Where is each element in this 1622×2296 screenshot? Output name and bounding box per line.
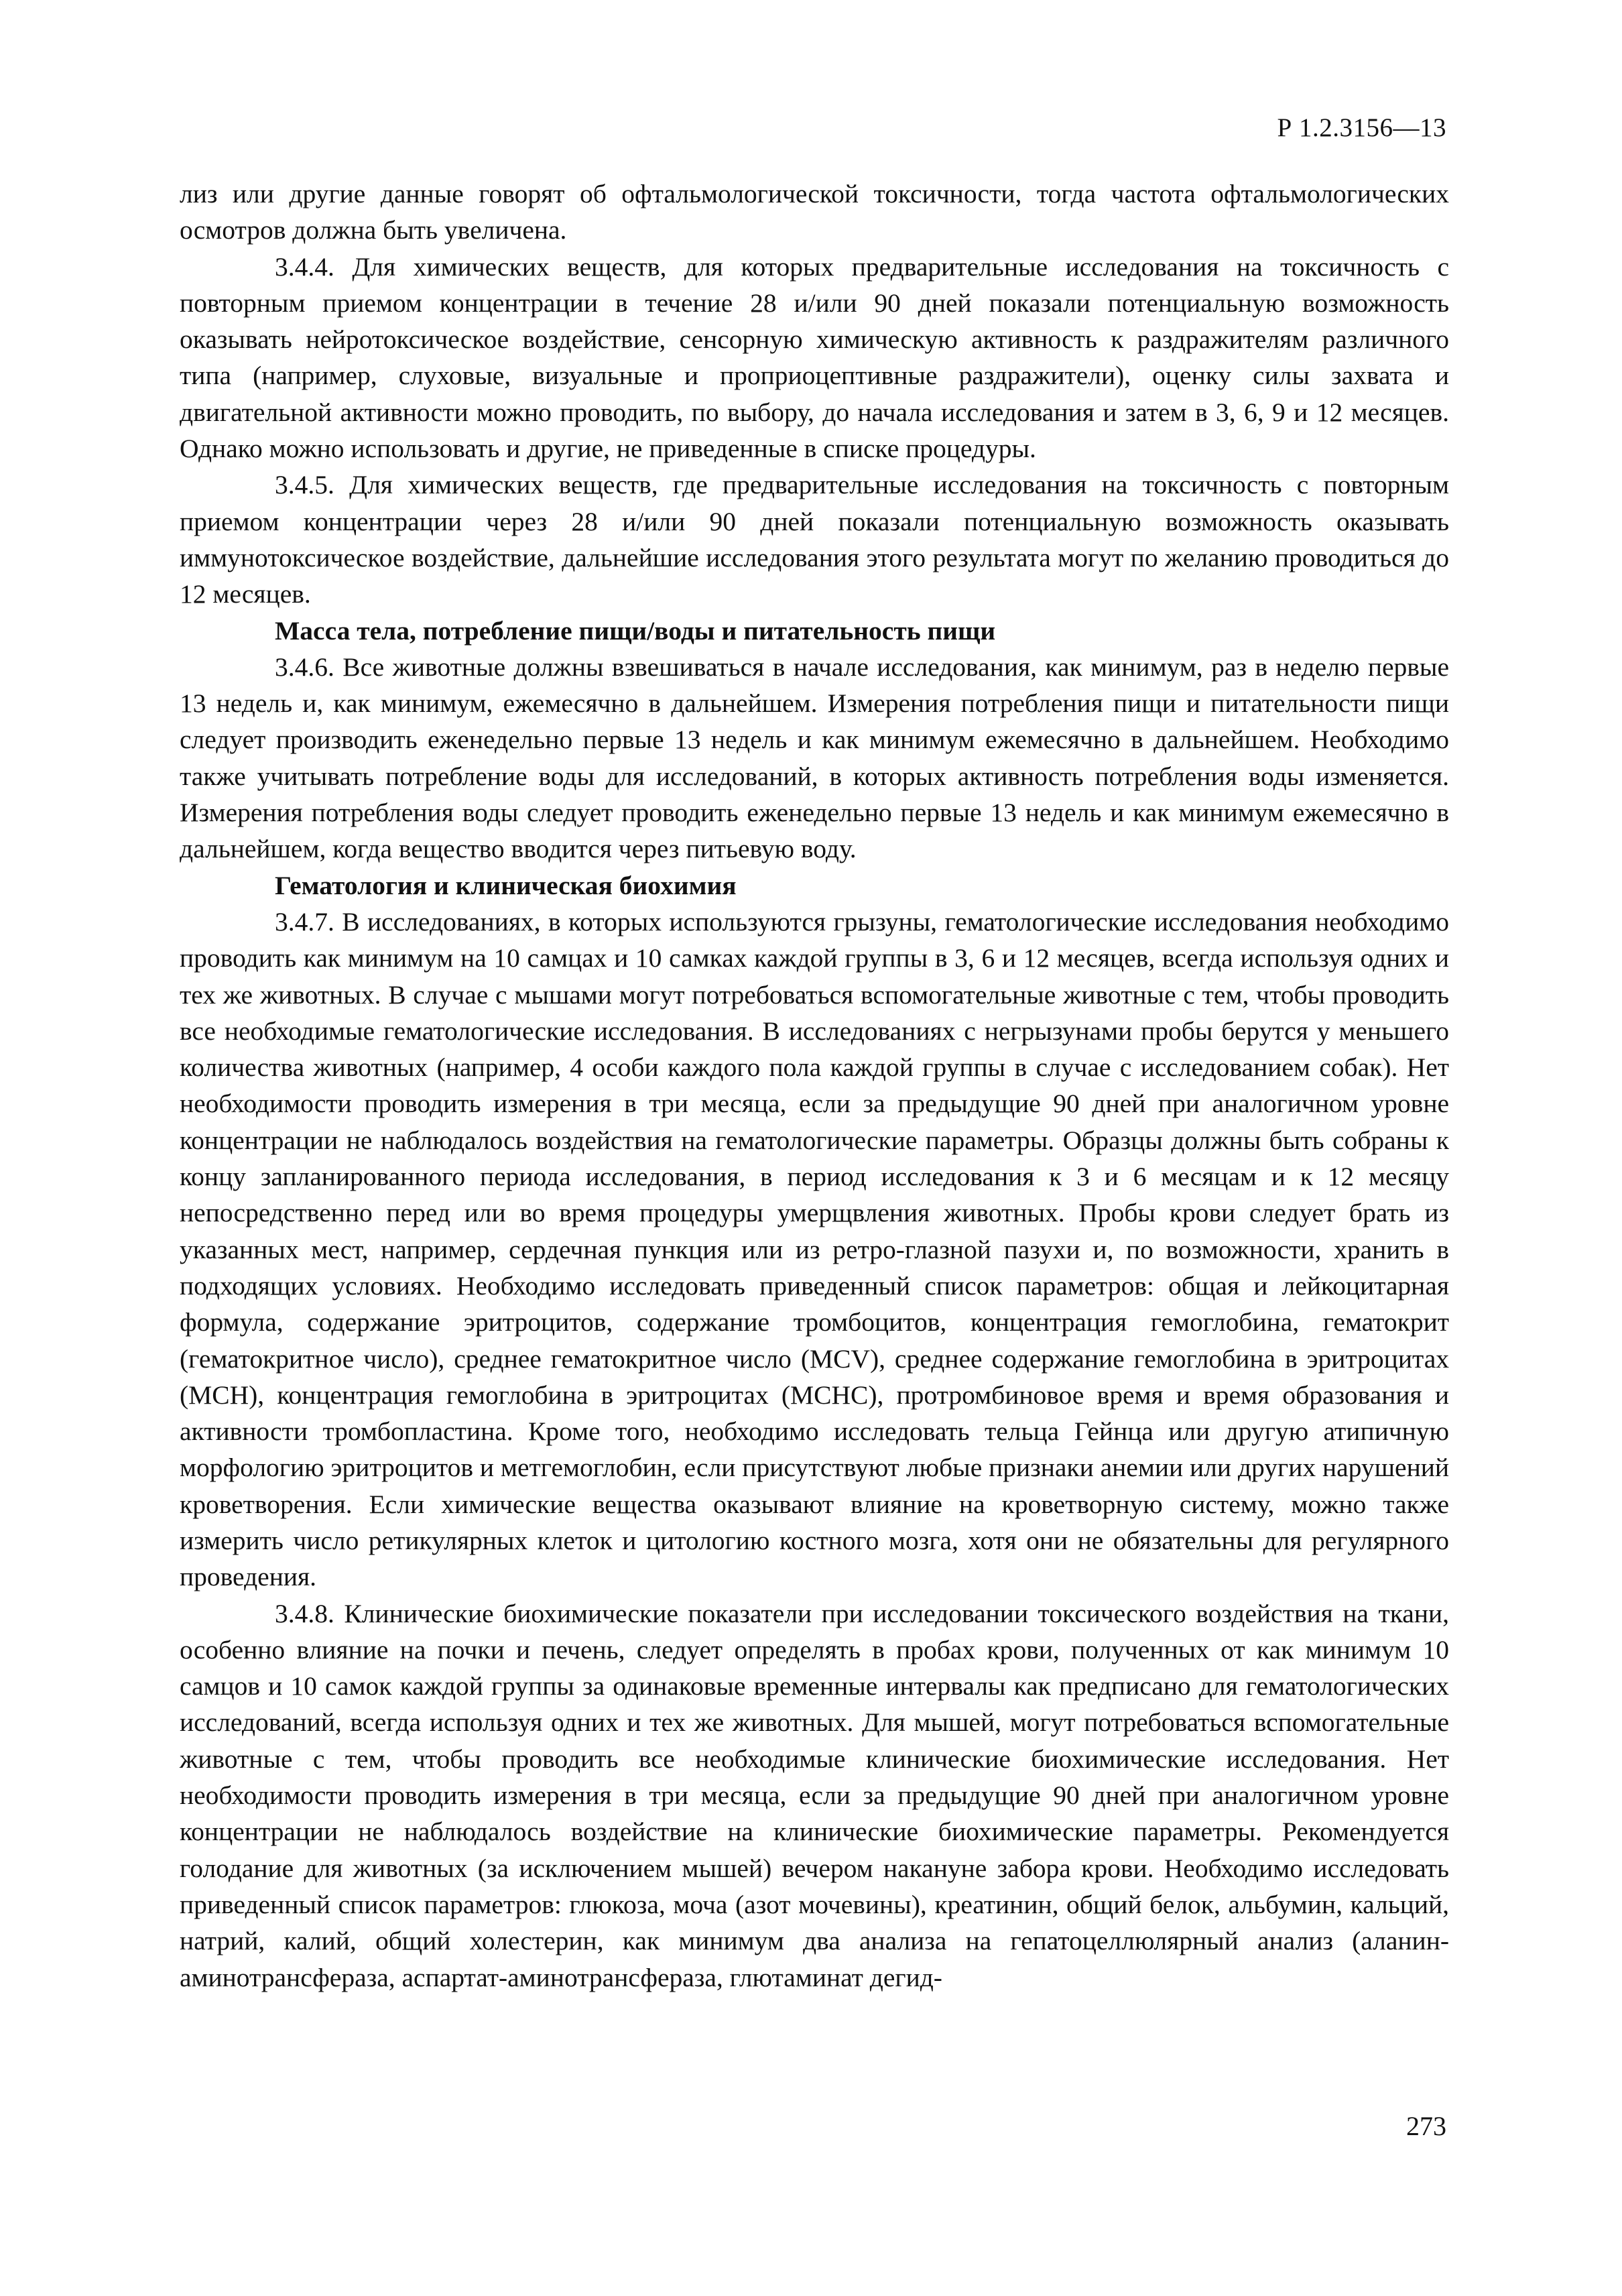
paragraph-continuation: лиз или другие данные говорят об офтальмологической токсичности, тогда частота офтальмологических осмотров должна быть увеличена. — [180, 179, 1449, 245]
document-code: Р 1.2.3156—13 — [1277, 113, 1446, 142]
section-heading-hematology: Гематология и клиническая биохимия — [275, 870, 737, 900]
paragraph-3-4-5: 3.4.5. Для химических веществ, где предварительные исследования на токсичность с повторным приемом концентрации через 28 и/или 90 дней показали потенциальную возможность оказывать иммунотоксическое воздействие, дальнейшие исследования этого результата могут по желанию проводиться до 12 месяцев. — [180, 470, 1449, 609]
paragraph-3-4-6: 3.4.6. Все животные должны взвешиваться в начале исследования, как минимум, раз в неделю первые 13 недель и, как минимум, ежемесячно в дальнейшем. Измерения потребления пищи и питательности пищи следует производить еженедельно первые 13 недель и как минимум ежемесячно в дальнейшем. Необходимо также учитывать потребление воды для исследований, в которых активность потребления воды изменяется. Измерения потребления воды следует проводить еженедельно первые 13 недель и как минимум ежемесячно в дальнейшем, когда вещество вводится через питьевую воду. — [180, 652, 1449, 864]
paragraph-3-4-8: 3.4.8. Клинические биохимические показатели при исследовании токсического воздействия на ткани, особенно влияние на почки и печень, следует определять в пробах крови, полученных от как минимум 10 самцов и 10 самок каждой группы за одинаковые временные интервалы как предписано для гематологических исследований, всегда используя одних и тех же животных. Для мышей, могут потребоваться вспомогательные животные с тем, чтобы проводить все необходимые клинические биохимические исследования. Нет необходимости проводить измерения в три месяца, если за предыдущие 90 дней при аналогичном уровне концентрации не наблюдалось воздействие на клинические биохимические параметры. Рекомендуется голодание для животных (за исключением мышей) вечером накануне забора крови. Необходимо исследовать приведенный список параметров: глюкоза, моча (азот мочевины), креатинин, общий белок, альбумин, кальций, натрий, калий, общий холестерин, как минимум два анализа на гепатоцеллюлярный анализ (аланин-аминотрансфераза, аспартат-аминотрансфераза, глютаминат дегид- — [180, 1598, 1449, 1992]
paragraph-3-4-7: 3.4.7. В исследованиях, в которых используются грызуны, гематологические исследования необходимо проводить как минимум на 10 самцах и 10 самках каждой группы в 3, 6 и 12 месяцев, всегда используя одних и тех же животных. В случае с мышами могут потребоваться вспомогательные животные с тем, чтобы проводить все необходимые гематологические исследования. В исследованиях с негрызунами пробы берутся у меньшего количества животных (например, 4 особи каждого пола каждой группы в случае с исследованием собак). Нет необходимости проводить измерения в три месяца, если за предыдущие 90 дней при аналогичном уровне концентрации не наблюдалось воздействия на гематологические параметры. Образцы должны быть собраны к концу запланированного периода исследования, в период исследования к 3 и 6 месяцам и к 12 месяцу непосредственно перед или во время процедуры умерщвления животных. Пробы крови следует брать из указанных мест, например, сердечная пункция или из ретро-глазной пазухи и, по возможности, хранить в подходящих условиях. Необходимо исследовать приведенный список параметров: общая и лейкоцитарная формула, содержание эритроцитов, содержание тромбоцитов, концентрация гемоглобина, гематокрит (гематокритное число), среднее гематокритное число (MCV), среднее содержание гемоглобина в эритроцитах (MCH), концентрация гемоглобина в эритроцитах (MCHC), протромбиновое время и время образования и активности тромбопластина. Кроме того, необходимо исследовать тельца Гейнца или другую атипичную морфологию эритроцитов и метгемоглобин, если присутствуют любые признаки анемии или других нарушений кроветворения. Если химические вещества оказывают влияние на кроветворную систему, можно также измерить число ретикулярных клеток и цитологию костного мозга, хотя они не обязательны для регулярного проведения. — [180, 906, 1449, 1592]
section-heading-body-weight: Масса тела, потребление пищи/воды и питательность пищи — [275, 615, 996, 646]
page-number: 273 — [1406, 2111, 1446, 2141]
page-body — [180, 176, 1449, 1996]
paragraph-3-4-4: 3.4.4. Для химических веществ, для которых предварительные исследования на токсичность с повторным приемом концентрации в течение 28 и/или 90 дней показали потенциальную возможность оказывать нейротоксическое воздействие, сенсорную химическую активность к раздражителям различного типа (например, слуховые, визуальные и проприоцептивные раздражители), оценку силы захвата и двигательной активности можно проводить, по выбору, до начала исследования и затем в 3, 6, 9 и 12 месяцев. Однако можно использовать и другие, не приведенные в списке процедуры. — [180, 251, 1449, 464]
